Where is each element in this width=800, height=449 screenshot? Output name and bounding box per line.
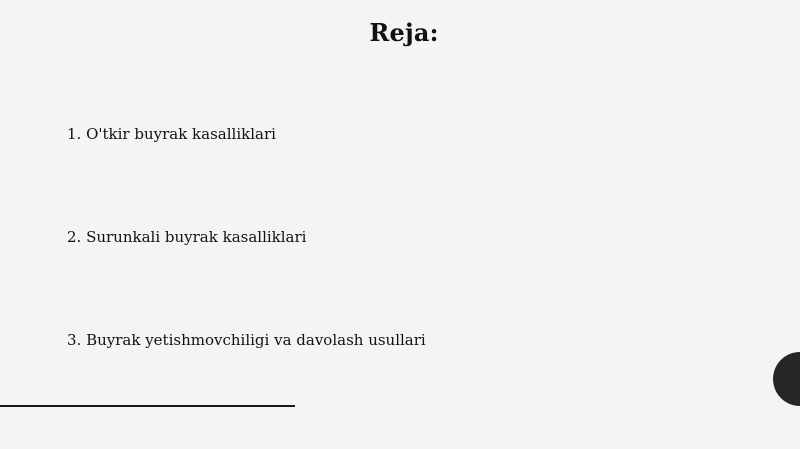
list-item: 2. Surunkali buyrak kasalliklari xyxy=(67,228,307,246)
divider-line xyxy=(0,405,295,407)
decorative-circle xyxy=(773,352,800,406)
list-item: 3. Buyrak yetishmovchiligi va davolash usullari xyxy=(67,331,426,349)
list-item: 1. O'tkir buyrak kasalliklari xyxy=(67,125,276,143)
slide-title: Reja: xyxy=(369,18,439,47)
